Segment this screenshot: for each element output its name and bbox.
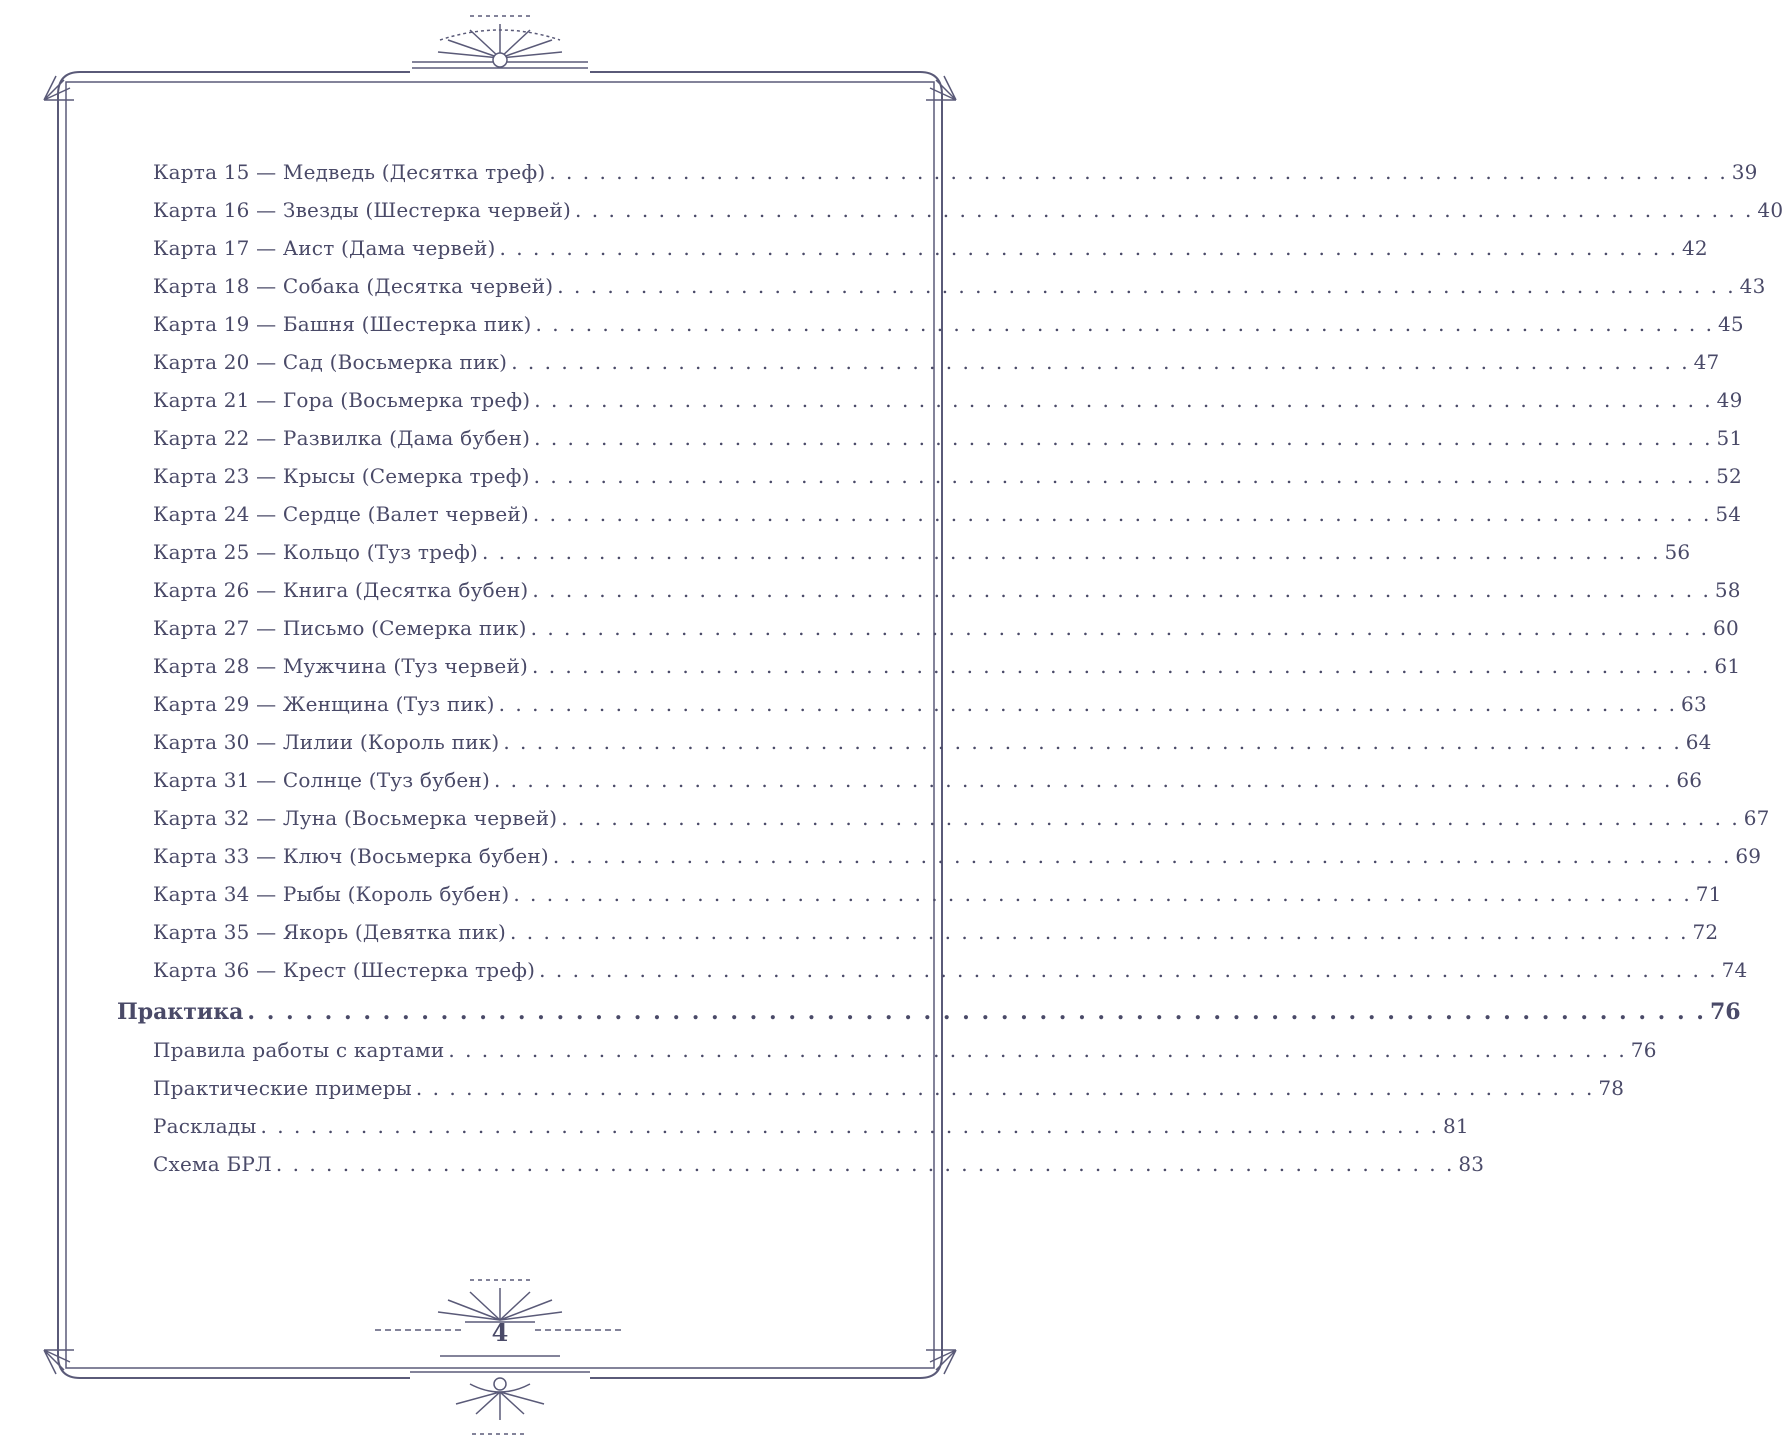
- toc-entry-page: 51: [1716, 426, 1743, 450]
- toc-entry-title: Карта 32 — Луна (Восьмерка червей): [153, 806, 558, 830]
- toc-entry[interactable]: [153, 1146, 1485, 1182]
- toc-entry-page: 52: [1716, 464, 1742, 488]
- toc-entry-title: Карта 19 — Башня (Шестерка пик): [153, 312, 532, 336]
- toc-leader-dots: . . . . . . . . . . . . . . . . . . . . . . . . . . . . . . . . . . . . . . . . . . . . . . . . . . . . . . . . . . . . . . . . . . . . . . .: [513, 882, 1692, 906]
- toc-entry-title: Карта 26 — Книга (Десятка бубен): [153, 578, 529, 602]
- toc-entry-title: Карта 23 — Крысы (Семерка треф): [153, 464, 530, 488]
- toc-entry-page: 39: [1731, 160, 1758, 184]
- toc-leader-dots: . . . . . . . . . . . . . . . . . . . . . . . . . . . . . . . . . . . . . . . . . . . . . . . . . . . . . . . . . . . . . . . . . . . . . . .: [511, 350, 1690, 374]
- toc-entry[interactable]: [153, 610, 1739, 646]
- toc-leader-dots: . . . . . . . . . . . . . . . . . . . . . . . . . . . . . . . . . . . . . . . . . . . . . . . . . . . . . . . . . . . . . . . . . . . . . . .: [530, 616, 1710, 640]
- toc-entry[interactable]: [153, 230, 1708, 266]
- toc-entry-title: Карта 22 — Развилка (Дама бубен): [153, 426, 531, 450]
- toc-entry-title: Карта 29 — Женщина (Туз пик): [153, 692, 495, 716]
- toc-leader-dots: . . . . . . . . . . . . . . . . . . . . . . . . . . . . . . . . . . . . . . . . . . . . . . . . . . . . . . . . . . . . . . . . . . . . . . .: [539, 958, 1718, 982]
- toc-leader-dots: . . . . . . . . . . . . . . . . . . . . . . . . . . . . . . . . . . . . . . . . . . . . . . . . . . . . . . . . . . . . . . . . . . . . . . .: [275, 1152, 1455, 1176]
- toc-entry[interactable]: [153, 914, 1719, 950]
- toc-entry-title: Расклады: [153, 1114, 257, 1138]
- toc-entry-title: Карта 24 — Сердце (Валет червей): [153, 502, 529, 526]
- toc-entry-page: 42: [1681, 236, 1708, 260]
- toc-entry[interactable]: [153, 1032, 1657, 1068]
- toc-leader-dots: . . . . . . . . . . . . . . . . . . . . . . . . . . . . . . . . . . . . . . . . . . . . . . . . . . . . . . . . . . . . . . . . . . . . . . .: [575, 198, 1754, 222]
- toc-leader-dots: . . . . . . . . . . . . . . . . . . . . . . . . . . . . . . . . . . . . . . . . . . . . . . . . . . . . . . . . . . . . . . . . . . . . . . .: [561, 806, 1740, 830]
- toc-entry-page: 76: [1630, 1038, 1657, 1062]
- toc-entry[interactable]: [153, 572, 1741, 608]
- toc-entry-page: 47: [1693, 350, 1720, 374]
- toc-entry[interactable]: [153, 268, 1766, 304]
- toc-entry-page: 45: [1717, 312, 1744, 336]
- toc-entry-title: Карта 21 — Гора (Восьмерка треф): [153, 388, 531, 412]
- toc-leader-dots: . . . . . . . . . . . . . . . . . . . . . . . . . . . . . . . . . . . . . . . . . . . . . . . . . . . . . . . . . . . . . . . . . . . . . . .: [260, 1114, 1439, 1138]
- toc-entry-page: 71: [1695, 882, 1722, 906]
- toc-leader-dots: . . . . . . . . . . . . . . . . . . . . . . . . . . . . . . . . . . . . . . . . . . . . . . . . . . . . . . . . . . . . . . . . . . . . . . .: [532, 502, 1712, 526]
- toc-entry[interactable]: [153, 648, 1741, 684]
- toc-entry[interactable]: [153, 534, 1691, 570]
- toc-section-title: Практика: [117, 999, 244, 1025]
- toc-leader-dots: . . . . . . . . . . . . . . . . . . . . . . . . . . . . . . . . . . . . . . . . . . . . . . . . . . . . . . . . . . . . . . . . . . . . . . .: [482, 540, 1661, 564]
- toc-entry[interactable]: [153, 382, 1743, 418]
- toc-entry-title: Карта 33 — Ключ (Восьмерка бубен): [153, 844, 549, 868]
- toc-entry-page: 61: [1714, 654, 1741, 678]
- toc-entry-title: Карта 25 — Кольцо (Туз треф): [153, 540, 479, 564]
- toc-entry-page: 78: [1598, 1076, 1625, 1100]
- toc-leader-dots: . . . . . . . . . . . . . . . . . . . . . . . . . . . . . . . . . . . . . . . . . . . . . . . . . . . . . . . . . . . . . . . . . . . . . . .: [498, 692, 1678, 716]
- toc-entry[interactable]: [153, 724, 1712, 760]
- toc-entry-page: 69: [1735, 844, 1762, 868]
- toc-entry-title: Карта 35 — Якорь (Девятка пик): [153, 920, 507, 944]
- toc-leader-dots: . . . . . . . . . . . . . . . . . . . . . . . . . . . . . . . . . . . . . . . . . . . . . . . . . . . . . . . . . . . . . . . . . . . . . . .: [533, 464, 1713, 488]
- toc-entry-page: 83: [1458, 1152, 1485, 1176]
- toc-entry[interactable]: [153, 192, 1783, 228]
- page-number: 4: [491, 1318, 509, 1347]
- toc-entry[interactable]: [153, 952, 1748, 988]
- toc-entry-title: Карта 15 — Медведь (Десятка треф): [153, 160, 546, 184]
- toc-entry-title: Карта 18 — Собака (Десятка червей): [153, 274, 554, 298]
- toc-leader-dots: . . . . . . . . . . . . . . . . . . . . . . . . . . . . . . . . . . . . . . . . . . . . . . . . . . . . . . . . . . . . . . . . . . . . . . .: [534, 426, 1713, 450]
- toc-entry-title: Схема БРЛ: [153, 1152, 272, 1176]
- sunburst-icon: [412, 16, 588, 68]
- toc-entry-page: 66: [1676, 768, 1703, 792]
- toc-leader-dots: . . . . . . . . . . . . . . . . . . . . . . . . . . . . . . . . . . . . . . . . . . . . . . . . . . . . . . . . . . . . . . . . . . . . . . .: [415, 1076, 1595, 1100]
- toc-entry-page: 81: [1442, 1114, 1469, 1138]
- toc-entry[interactable]: [153, 800, 1770, 836]
- toc-entry-page: 49: [1716, 388, 1743, 412]
- toc-section-page: 76: [1709, 999, 1741, 1025]
- toc-leader-dots: . . . . . . . . . . . . . . . . . . . . . . . . . . . . . . . . . . . . . . . . . . . . . . . . . . . . . . . . . . . . . . . . . . . . . . .: [534, 388, 1713, 412]
- toc-entry-page: 40: [1757, 198, 1783, 222]
- toc-leader-dots: . . . . . . . . . . . . . . . . . . . . . . . . . . . . . . . . . . . . . . . . . . . . . . . . . . . . . . . . . . . . . . . . . . . . . . .: [493, 768, 1673, 792]
- toc-entry-title: Карта 30 — Лилии (Король пик): [153, 730, 500, 754]
- toc-leader-dots: . . . . . . . . . . . . . . . . . . . . . . . . . . . . . . . . . . . . . . . . . . . . . . . . . . . . . . . . . . . . . . . . . . . . . . .: [535, 312, 1714, 336]
- toc-entry-title: Карта 20 — Сад (Восьмерка пик): [153, 350, 508, 374]
- toc-entry-page: 67: [1743, 806, 1770, 830]
- toc-entry[interactable]: [153, 306, 1744, 342]
- toc-entry-title: Карта 27 — Письмо (Семерка пик): [153, 616, 527, 640]
- toc-leader-dots: . . . . . . . . . . . . . . . . . . . . . . . . . . . . . . . . . . . . . . . . . . . . . . . . . . . . . . . . . . . . . . . . . . . . . . .: [499, 236, 1678, 260]
- toc-entry-page: 64: [1685, 730, 1712, 754]
- toc-entry[interactable]: [153, 154, 1758, 190]
- toc-entry-page: 74: [1721, 958, 1748, 982]
- toc-entry-page: 60: [1713, 616, 1739, 640]
- toc-entry-page: 43: [1739, 274, 1766, 298]
- toc-entry[interactable]: [153, 1070, 1625, 1106]
- toc-entry[interactable]: [153, 762, 1703, 798]
- toc-entry[interactable]: [153, 344, 1720, 380]
- toc-entry[interactable]: [153, 496, 1742, 532]
- toc-leader-dots: . . . . . . . . . . . . . . . . . . . . . . . . . . . . . . . . . . . . . . . . . . . . . . . . . . . . . . . . . . . . . . . . . . . . . . .: [557, 274, 1736, 298]
- toc-leader-dots: . . . . . . . . . . . . . . . . . . . . . . . . . . . . . . . . . . . . . . . . . . . . . . . . . . . . . . . . . . . . . . . . . . . . . . .: [549, 160, 1728, 184]
- toc-entry[interactable]: [153, 838, 1762, 874]
- toc-entry-title: Карта 31 — Солнце (Туз бубен): [153, 768, 490, 792]
- toc-entry[interactable]: [153, 876, 1722, 912]
- toc-entry-title: Карта 17 — Аист (Дама червей): [153, 236, 496, 260]
- toc-entry-title: Карта 36 — Крест (Шестерка треф): [153, 958, 536, 982]
- toc-leader-dots: . . . . . . . . . . . . . . . . . . . . . . . . . . . . . . . . . . . . . . . . . . . . . . . . . . . . . . . . . . . . . . . . . . . . . . . . . . . .: [247, 999, 1706, 1025]
- toc-entry-page: 56: [1664, 540, 1691, 564]
- toc-entry-page: 58: [1714, 578, 1741, 602]
- toc-entry-title: Практические примеры: [153, 1076, 412, 1100]
- toc-entry-page: 54: [1715, 502, 1742, 526]
- toc-leader-dots: . . . . . . . . . . . . . . . . . . . . . . . . . . . . . . . . . . . . . . . . . . . . . . . . . . . . . . . . . . . . . . . . . . . . . . .: [532, 654, 1711, 678]
- toc-entry-page: 72: [1692, 920, 1719, 944]
- toc-entry[interactable]: [153, 420, 1743, 456]
- toc-leader-dots: . . . . . . . . . . . . . . . . . . . . . . . . . . . . . . . . . . . . . . . . . . . . . . . . . . . . . . . . . . . . . . . . . . . . . . .: [510, 920, 1689, 944]
- toc-entry[interactable]: [153, 686, 1707, 722]
- toc-leader-dots: . . . . . . . . . . . . . . . . . . . . . . . . . . . . . . . . . . . . . . . . . . . . . . . . . . . . . . . . . . . . . . . . . . . . . . .: [532, 578, 1711, 602]
- toc-entry-title: Карта 34 — Рыбы (Король бубен): [153, 882, 510, 906]
- toc-entry[interactable]: [153, 1108, 1469, 1144]
- toc-leader-dots: . . . . . . . . . . . . . . . . . . . . . . . . . . . . . . . . . . . . . . . . . . . . . . . . . . . . . . . . . . . . . . . . . . . . . . .: [448, 1038, 1627, 1062]
- toc-entry[interactable]: [153, 458, 1742, 494]
- toc-entry-title: Карта 28 — Мужчина (Туз червей): [153, 654, 528, 678]
- toc-leader-dots: . . . . . . . . . . . . . . . . . . . . . . . . . . . . . . . . . . . . . . . . . . . . . . . . . . . . . . . . . . . . . . . . . . . . . . .: [552, 844, 1732, 868]
- toc-leader-dots: . . . . . . . . . . . . . . . . . . . . . . . . . . . . . . . . . . . . . . . . . . . . . . . . . . . . . . . . . . . . . . . . . . . . . . .: [503, 730, 1682, 754]
- toc-entry-page: 63: [1681, 692, 1707, 716]
- toc-section[interactable]: [117, 994, 1741, 1030]
- toc-entry-title: Карта 16 — Звезды (Шестерка червей): [153, 198, 572, 222]
- sunburst-icon: [375, 1280, 625, 1434]
- toc-entry-title: Правила работы с картами: [153, 1038, 445, 1062]
